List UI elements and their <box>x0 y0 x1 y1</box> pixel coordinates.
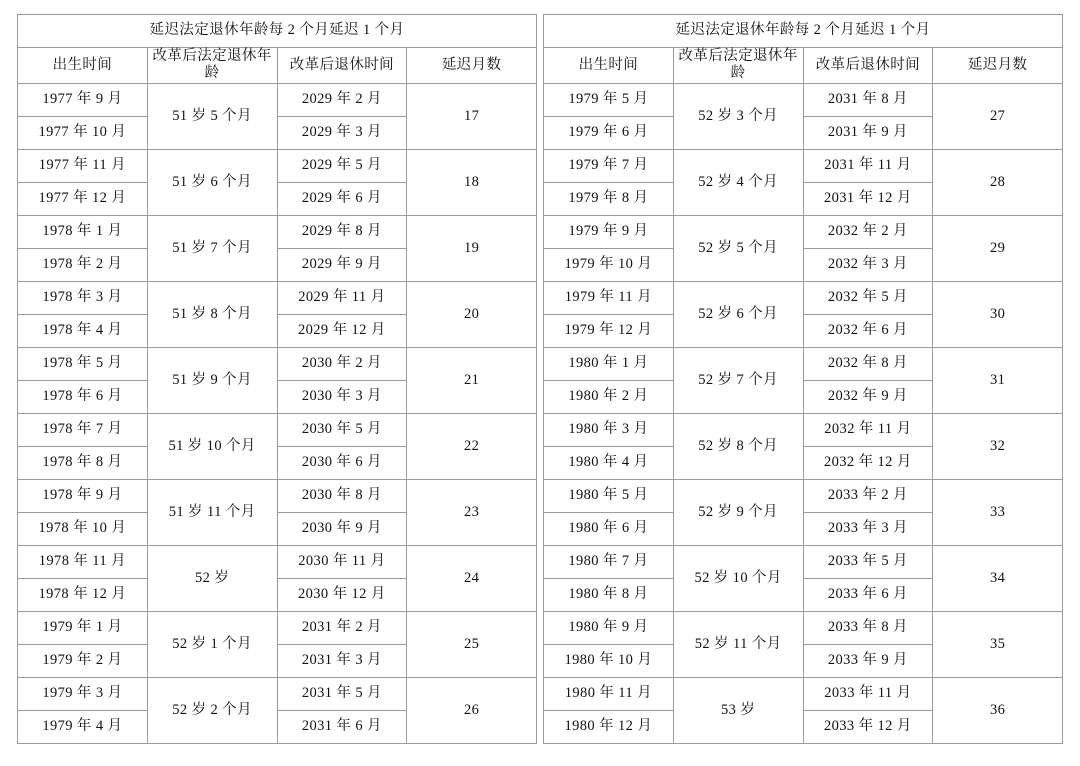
cell-delay-months: 19 <box>407 215 537 281</box>
table-row <box>18 347 537 380</box>
cell-birth-date: 1980 年 6 月 <box>544 512 674 545</box>
cell-retirement-date: 2029 年 6 月 <box>277 182 407 215</box>
cell-retirement-date: 2030 年 11 月 <box>277 545 407 578</box>
cell-retirement-age: 52 岁 1 个月 <box>147 611 277 677</box>
cell-retirement-age: 52 岁 11 个月 <box>673 611 803 677</box>
cell-retirement-date: 2033 年 8 月 <box>803 611 933 644</box>
cell-retirement-age: 52 岁 7 个月 <box>673 347 803 413</box>
cell-birth-date: 1980 年 7 月 <box>544 545 674 578</box>
cell-retirement-age: 51 岁 6 个月 <box>147 149 277 215</box>
cell-retirement-date: 2032 年 3 月 <box>803 248 933 281</box>
cell-birth-date: 1979 年 10 月 <box>544 248 674 281</box>
cell-birth-date: 1980 年 4 月 <box>544 446 674 479</box>
table-row <box>18 149 537 182</box>
table-row <box>544 479 1063 512</box>
cell-birth-date: 1978 年 6 月 <box>18 380 148 413</box>
cell-delay-months: 36 <box>933 677 1063 743</box>
cell-delay-months: 28 <box>933 149 1063 215</box>
cell-retirement-date: 2033 年 11 月 <box>803 677 933 710</box>
column-header-0: 出生时间 <box>18 48 148 84</box>
schedule-table-right-wrap <box>543 14 1063 744</box>
table-title: 延迟法定退休年龄每 2 个月延迟 1 个月 <box>18 15 537 48</box>
table-row <box>544 281 1063 314</box>
cell-birth-date: 1980 年 1 月 <box>544 347 674 380</box>
cell-retirement-date: 2032 年 11 月 <box>803 413 933 446</box>
cell-retirement-date: 2033 年 12 月 <box>803 710 933 743</box>
cell-delay-months: 25 <box>407 611 537 677</box>
table-row <box>544 83 1063 116</box>
table-row <box>18 413 537 446</box>
cell-retirement-date: 2031 年 2 月 <box>277 611 407 644</box>
cell-retirement-date: 2031 年 3 月 <box>277 644 407 677</box>
cell-retirement-date: 2031 年 12 月 <box>803 182 933 215</box>
column-header-1: 改革后法定退休年龄 <box>147 48 277 84</box>
cell-birth-date: 1978 年 4 月 <box>18 314 148 347</box>
cell-birth-date: 1978 年 8 月 <box>18 446 148 479</box>
cell-birth-date: 1980 年 5 月 <box>544 479 674 512</box>
cell-retirement-age: 52 岁 9 个月 <box>673 479 803 545</box>
cell-birth-date: 1977 年 9 月 <box>18 83 148 116</box>
cell-retirement-date: 2033 年 6 月 <box>803 578 933 611</box>
table-header-row <box>18 48 537 84</box>
cell-retirement-date: 2033 年 5 月 <box>803 545 933 578</box>
cell-retirement-date: 2030 年 3 月 <box>277 380 407 413</box>
cell-retirement-age: 53 岁 <box>673 677 803 743</box>
cell-retirement-age: 51 岁 8 个月 <box>147 281 277 347</box>
cell-retirement-date: 2029 年 3 月 <box>277 116 407 149</box>
cell-birth-date: 1979 年 5 月 <box>544 83 674 116</box>
table-row <box>544 611 1063 644</box>
cell-birth-date: 1980 年 12 月 <box>544 710 674 743</box>
column-header-0: 出生时间 <box>544 48 674 84</box>
cell-retirement-age: 52 岁 4 个月 <box>673 149 803 215</box>
schedule-table-left-wrap <box>17 14 537 744</box>
table-header-row <box>544 48 1063 84</box>
cell-retirement-date: 2030 年 8 月 <box>277 479 407 512</box>
cell-retirement-date: 2029 年 8 月 <box>277 215 407 248</box>
table-row <box>18 611 537 644</box>
cell-birth-date: 1980 年 9 月 <box>544 611 674 644</box>
cell-retirement-date: 2032 年 8 月 <box>803 347 933 380</box>
cell-birth-date: 1980 年 11 月 <box>544 677 674 710</box>
cell-delay-months: 20 <box>407 281 537 347</box>
cell-delay-months: 30 <box>933 281 1063 347</box>
cell-birth-date: 1978 年 10 月 <box>18 512 148 545</box>
cell-delay-months: 22 <box>407 413 537 479</box>
cell-delay-months: 31 <box>933 347 1063 413</box>
cell-retirement-date: 2032 年 2 月 <box>803 215 933 248</box>
cell-birth-date: 1978 年 12 月 <box>18 578 148 611</box>
cell-delay-months: 27 <box>933 83 1063 149</box>
table-row <box>18 545 537 578</box>
table-row <box>544 347 1063 380</box>
cell-retirement-date: 2032 年 5 月 <box>803 281 933 314</box>
cell-retirement-age: 52 岁 2 个月 <box>147 677 277 743</box>
cell-birth-date: 1978 年 3 月 <box>18 281 148 314</box>
cell-delay-months: 24 <box>407 545 537 611</box>
cell-delay-months: 23 <box>407 479 537 545</box>
cell-birth-date: 1977 年 11 月 <box>18 149 148 182</box>
cell-retirement-date: 2031 年 5 月 <box>277 677 407 710</box>
table-row <box>18 215 537 248</box>
cell-retirement-date: 2031 年 9 月 <box>803 116 933 149</box>
table-title: 延迟法定退休年龄每 2 个月延迟 1 个月 <box>544 15 1063 48</box>
cell-retirement-age: 51 岁 9 个月 <box>147 347 277 413</box>
cell-birth-date: 1979 年 1 月 <box>18 611 148 644</box>
cell-birth-date: 1980 年 2 月 <box>544 380 674 413</box>
table-row <box>18 479 537 512</box>
table-row <box>544 149 1063 182</box>
cell-retirement-date: 2030 年 6 月 <box>277 446 407 479</box>
cell-birth-date: 1979 年 2 月 <box>18 644 148 677</box>
cell-retirement-age: 51 岁 5 个月 <box>147 83 277 149</box>
cell-birth-date: 1980 年 8 月 <box>544 578 674 611</box>
cell-birth-date: 1977 年 10 月 <box>18 116 148 149</box>
cell-retirement-age: 52 岁 3 个月 <box>673 83 803 149</box>
cell-birth-date: 1978 年 1 月 <box>18 215 148 248</box>
cell-delay-months: 33 <box>933 479 1063 545</box>
cell-birth-date: 1978 年 2 月 <box>18 248 148 281</box>
cell-birth-date: 1979 年 8 月 <box>544 182 674 215</box>
cell-retirement-date: 2030 年 5 月 <box>277 413 407 446</box>
cell-birth-date: 1978 年 5 月 <box>18 347 148 380</box>
cell-retirement-date: 2030 年 9 月 <box>277 512 407 545</box>
cell-delay-months: 18 <box>407 149 537 215</box>
cell-birth-date: 1978 年 7 月 <box>18 413 148 446</box>
cell-birth-date: 1978 年 11 月 <box>18 545 148 578</box>
cell-delay-months: 32 <box>933 413 1063 479</box>
cell-delay-months: 21 <box>407 347 537 413</box>
cell-birth-date: 1977 年 12 月 <box>18 182 148 215</box>
table-title-row <box>544 15 1063 48</box>
cell-retirement-date: 2030 年 2 月 <box>277 347 407 380</box>
cell-birth-date: 1979 年 9 月 <box>544 215 674 248</box>
cell-retirement-date: 2031 年 8 月 <box>803 83 933 116</box>
column-header-3: 延迟月数 <box>407 48 537 84</box>
cell-retirement-date: 2033 年 3 月 <box>803 512 933 545</box>
table-row <box>544 215 1063 248</box>
cell-retirement-age: 52 岁 10 个月 <box>673 545 803 611</box>
cell-retirement-date: 2031 年 6 月 <box>277 710 407 743</box>
cell-delay-months: 29 <box>933 215 1063 281</box>
table-row <box>18 83 537 116</box>
cell-retirement-date: 2032 年 9 月 <box>803 380 933 413</box>
cell-retirement-date: 2029 年 5 月 <box>277 149 407 182</box>
cell-retirement-age: 52 岁 5 个月 <box>673 215 803 281</box>
cell-retirement-date: 2029 年 9 月 <box>277 248 407 281</box>
cell-retirement-date: 2029 年 2 月 <box>277 83 407 116</box>
cell-birth-date: 1979 年 6 月 <box>544 116 674 149</box>
column-header-2: 改革后退休时间 <box>803 48 933 84</box>
cell-retirement-date: 2033 年 9 月 <box>803 644 933 677</box>
table-row <box>544 545 1063 578</box>
cell-retirement-date: 2033 年 2 月 <box>803 479 933 512</box>
cell-birth-date: 1980 年 10 月 <box>544 644 674 677</box>
column-header-3: 延迟月数 <box>933 48 1063 84</box>
column-header-2: 改革后退休时间 <box>277 48 407 84</box>
cell-retirement-age: 52 岁 8 个月 <box>673 413 803 479</box>
cell-retirement-age: 52 岁 <box>147 545 277 611</box>
cell-delay-months: 17 <box>407 83 537 149</box>
cell-retirement-age: 51 岁 7 个月 <box>147 215 277 281</box>
cell-delay-months: 35 <box>933 611 1063 677</box>
retirement-schedule-table-right <box>543 14 1063 744</box>
cell-birth-date: 1979 年 11 月 <box>544 281 674 314</box>
cell-birth-date: 1979 年 12 月 <box>544 314 674 347</box>
cell-retirement-age: 51 岁 11 个月 <box>147 479 277 545</box>
table-title-row <box>18 15 537 48</box>
table-row <box>544 677 1063 710</box>
cell-birth-date: 1979 年 3 月 <box>18 677 148 710</box>
retirement-schedule-table-left <box>17 14 537 744</box>
cell-retirement-date: 2029 年 11 月 <box>277 281 407 314</box>
cell-birth-date: 1980 年 3 月 <box>544 413 674 446</box>
table-row <box>18 281 537 314</box>
cell-delay-months: 34 <box>933 545 1063 611</box>
cell-retirement-date: 2032 年 12 月 <box>803 446 933 479</box>
cell-birth-date: 1979 年 4 月 <box>18 710 148 743</box>
table-row <box>544 413 1063 446</box>
cell-birth-date: 1979 年 7 月 <box>544 149 674 182</box>
cell-retirement-date: 2030 年 12 月 <box>277 578 407 611</box>
table-row <box>18 677 537 710</box>
cell-retirement-date: 2029 年 12 月 <box>277 314 407 347</box>
cell-retirement-date: 2032 年 6 月 <box>803 314 933 347</box>
cell-retirement-age: 51 岁 10 个月 <box>147 413 277 479</box>
cell-birth-date: 1978 年 9 月 <box>18 479 148 512</box>
cell-retirement-age: 52 岁 6 个月 <box>673 281 803 347</box>
cell-retirement-date: 2031 年 11 月 <box>803 149 933 182</box>
column-header-1: 改革后法定退休年龄 <box>673 48 803 84</box>
cell-delay-months: 26 <box>407 677 537 743</box>
